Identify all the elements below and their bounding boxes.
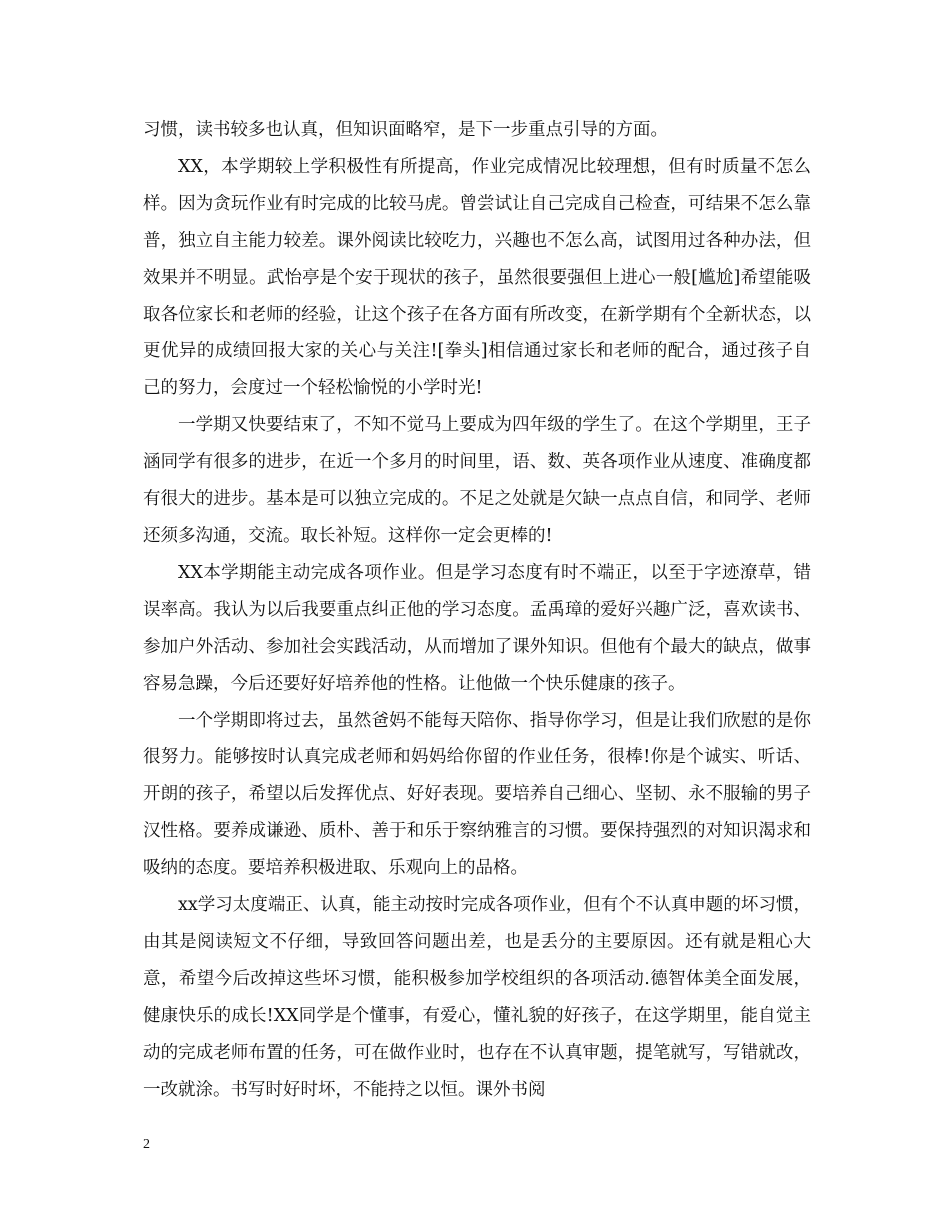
paragraph: XX，本学期较上学积极性有所提高，作业完成情况比较理想，但有时质量不怎么样。因为贪玩作业有时完成的比较马虎。曾尝试让自己完成自己检查，可结果不怎么靠普，独立自主能力较差。课外阅读比较吃力，兴趣也不怎么高，试图用过各种办法，但效果并不明显。武怡亭是个安于现状的孩子，虽然很要强但上进心一般[尴尬]希望能吸取各位家长和老师的经验，让这个孩子在各方面有所改变，在新学期有个全新状态，以更优异的成绩回报大家的关心与关注![拳头]相信通过家长和老师的配合，通过孩子自己的努力，会度过一个轻松愉悦的小学时光! [143, 156, 811, 399]
document-body [143, 112, 811, 1108]
page-number: 2 [143, 1137, 150, 1152]
paragraph: XX本学期能主动完成各项作业。但是学习态度有时不端正，以至于字迹潦草，错误率高。我认为以后我要重点纠正他的学习态度。孟禹璋的爱好兴趣广泛，喜欢读书、参加户外活动、参加社会实践活动，从而增加了课外知识。但他有个最大的缺点，做事容易急躁，今后还要好好培养他的性格。让他做一个快乐健康的孩子。 [143, 562, 811, 694]
paragraph-continuation: 习惯，读书较多也认真，但知识面略窄，是下一步重点引导的方面。 [143, 120, 668, 140]
paragraph: xx学习太度端正、认真，能主动按时完成各项作业，但有个不认真申题的坏习惯，由其是阅读短文不仔细，导致回答问题出差，也是丢分的主要原因。还有就是粗心大意，希望今后改掉这些坏习惯，能积极参加学校组织的各项活动.德智体美全面发展，健康快乐的成长!XX同学是个懂事，有爱心，懂礼貌的好孩子，在这学期里，能自觉主动的完成老师布置的任务，可在做作业时，也存在不认真审题，提笔就写，写错就改，一改就涂。书写时好时坏，不能持之以恒。课外书阅 [143, 895, 811, 1100]
paragraph: 一学期又快要结束了，不知不觉马上要成为四年级的学生了。在这个学期里，王子涵同学有很多的进步，在近一个多月的时间里，语、数、英各项作业从速度、准确度都有很大的进步。基本是可以独立完成的。不足之处就是欠缺一点点自信，和同学、老师还须多沟通，交流。取长补短。这样你一定会更棒的! [143, 415, 811, 546]
paragraph: 一个学期即将过去，虽然爸妈不能每天陪你、指导你学习，但是让我们欣慰的是你很努力。能够按时认真完成老师和妈妈给你留的作业任务，很棒!你是个诚实、听话、开朗的孩子，希望以后发挥优点、好好表现。要培养自己细心、坚韧、永不服输的男子汉性格。要养成谦逊、质朴、善于和乐于察纳雅言的习惯。要保持强烈的对知识渴求和吸纳的态度。要培养积极进取、乐观向上的品格。 [143, 710, 811, 879]
